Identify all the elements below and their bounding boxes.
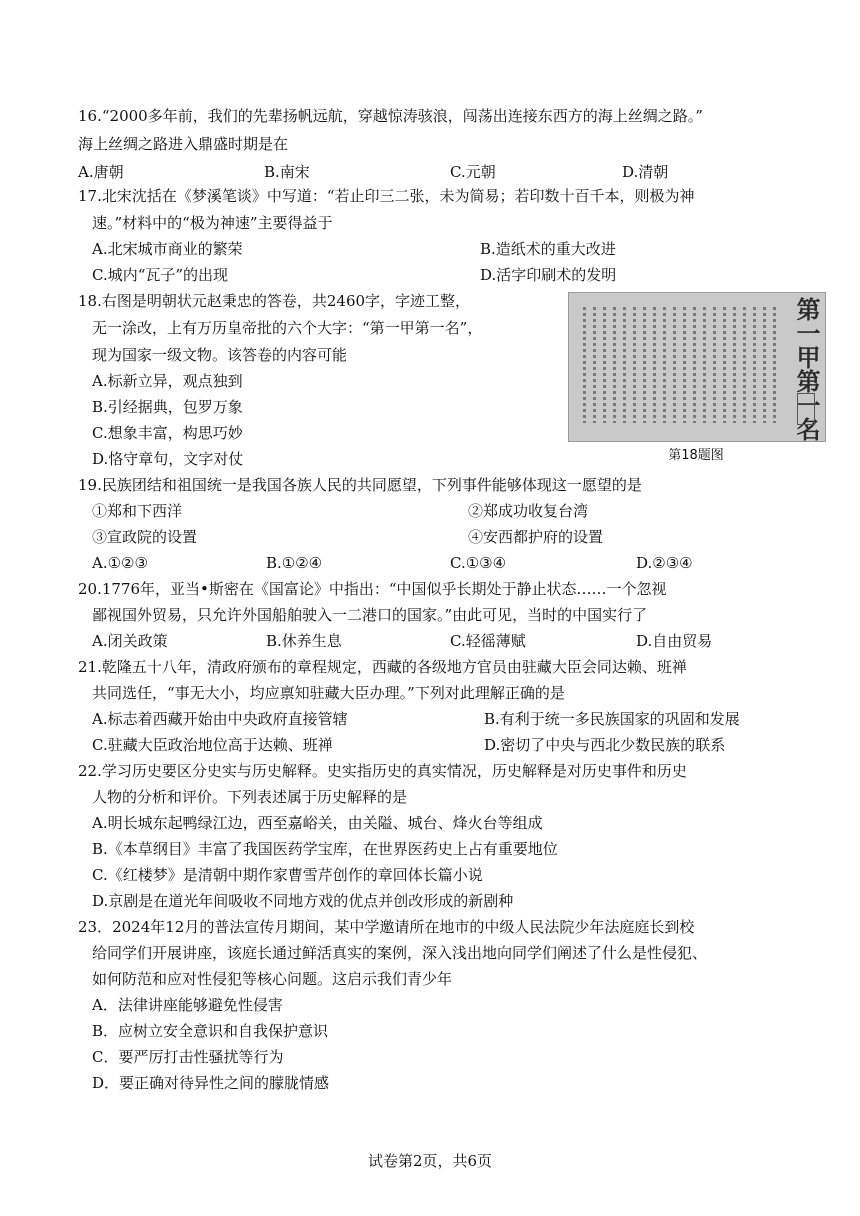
q16-stem-line2: 海上丝绸之路进入鼎盛时期是在 [78,135,289,153]
q17-option-a: A.北宋城市商业的繁荣 [92,240,243,258]
q16-option-a: A.唐朝 [78,163,124,181]
q23-option-c: C．要严厉打击性骚扰等行为 [92,1048,284,1066]
q19-item-2: ②郑成功收复台湾 [468,502,589,520]
q18-option-a: A.标新立异，观点独到 [92,372,243,390]
q23-option-a: A．法律讲座能够避免性侵害 [92,996,283,1014]
q18-seal [797,393,815,425]
q22-stem-line2: 人物的分析和评价。下列表述属于历史解释的是 [92,788,408,806]
q19-item-3: ③宣政院的设置 [92,528,198,546]
q18-figure-caption: 第18题图 [668,448,724,463]
q18-option-b: B.引经据典，包罗万象 [92,398,243,416]
page-footer: 试卷第2页，共6页 [367,1152,493,1170]
q21-option-c: C.驻藏大臣政治地位高于达赖、班禅 [92,736,333,754]
q18-stem-line1: 18.右图是明朝状元赵秉忠的答卷，共2460字，字迹工整， [78,292,471,310]
q20-option-b: B.休养生息 [266,632,342,650]
q18-option-c: C.想象丰富，构思巧妙 [92,424,243,442]
q19-option-c: C.①③④ [450,554,507,572]
q23-option-d: D．要正确对待异性之间的朦胧情感 [92,1074,330,1092]
q19-item-1: ①郑和下西洋 [92,502,183,520]
q17-option-c: C.城内“瓦子”的出现 [92,266,229,284]
q19-item-4: ④安西都护府的设置 [468,528,604,546]
q16-option-c: C.元朝 [450,163,496,181]
q18-answer-sheet-image [568,292,826,442]
q20-option-c: C.轻徭薄赋 [450,632,526,650]
q21-option-a: A.标志着西藏开始由中央政府直接管辖 [92,710,348,728]
q18-stem-line2: 无一涂改，上有万历皇帝批的六个大字：“第一甲第一名”， [92,319,483,337]
q23-stem-line1: 23．2024年12月的普法宣传月期间，某中学邀请所在地市的中级人民法院少年法庭庭长到校 [78,918,695,936]
q22-option-a: A.明长城东起鸭绿江边，西至嘉峪关，由关隘、城台、烽火台等组成 [92,814,543,832]
q23-option-b: B．应树立安全意识和自我保护意识 [92,1022,329,1040]
q19-stem-line1: 19.民族团结和祖国统一是我国各族人民的共同愿望，下列事件能够体现这一愿望的是 [78,476,642,494]
q19-option-b: B.①②④ [266,554,323,572]
q23-stem-line3: 如何防范和应对性侵犯等核心问题。这启示我们青少年 [92,970,453,988]
q16-option-b: B.南宋 [264,163,310,181]
q22-option-b: B.《本草纲目》丰富了我国医药学宝库，在世界医药史上占有重要地位 [92,840,558,858]
q17-option-d: D.活字印刷术的发明 [480,266,617,284]
q19-option-a: A.①②③ [92,554,148,572]
q21-option-d: D.密切了中央与西北少数民族的联系 [484,736,726,754]
q18-option-d: D.恪守章句，文字对仗 [92,450,244,468]
q22-option-d: D.京剧是在道光年间吸收不同地方戏的优点并创改形成的新剧种 [92,892,514,910]
q21-option-b: B.有利于统一多民族国家的巩固和发展 [484,710,740,728]
q19-option-d: D.②③④ [636,554,693,572]
q16-stem-line1: 16.“2000多年前，我们的先辈扬帆远航，穿越惊涛骇浪，闯荡出连接东西方的海上丝绸之路。” [78,107,703,125]
q22-option-c: C.《红楼梦》是清朝中期作家曹雪芹创作的章回体长篇小说 [92,866,483,884]
q20-option-d: D.自由贸易 [636,632,713,650]
q16-option-d: D.清朝 [622,163,669,181]
q21-stem-line1: 21.乾隆五十八年，清政府颁布的章程规定，西藏的各级地方官员由驻藏大臣会同达赖、班禅 [78,658,687,676]
q20-option-a: A.闭关政策 [92,632,168,650]
q18-imperial-inscription: 第一甲第一名 [792,297,821,441]
q21-stem-line2: 共同选任，“事无大小，均应禀知驻藏大臣办理。”下列对此理解正确的是 [92,684,565,702]
q23-stem-line2: 给同学们开展讲座，该庭长通过鲜活真实的案例，深入浅出地向同学们阐述了什么是性侵犯、 [92,944,708,962]
q22-stem-line1: 22.学习历史要区分史实与历史解释。史实指历史的真实情况，历史解释是对历史事件和历史 [78,762,687,780]
q18-stem-line3: 现为国家一级文物。该答卷的内容可能 [92,346,348,364]
q20-stem-line1: 20.1776年，亚当•斯密在《国富论》中指出：“中国似乎长期处于静止状态……一个忽视 [78,580,667,598]
q17-stem-line1: 17.北宋沈括在《梦溪笔谈》中写道：“若止印三二张，未为简易；若印数十百千本，则极为神 [78,187,695,205]
q17-stem-line2: 速。”材料中的“极为神速”主要得益于 [92,214,333,232]
q20-stem-line2: 鄙视国外贸易，只允许外国船舶驶入一二港口的国家。”由此可见，当时的中国实行了 [92,606,648,624]
q17-option-b: B.造纸术的重大改进 [480,240,616,258]
